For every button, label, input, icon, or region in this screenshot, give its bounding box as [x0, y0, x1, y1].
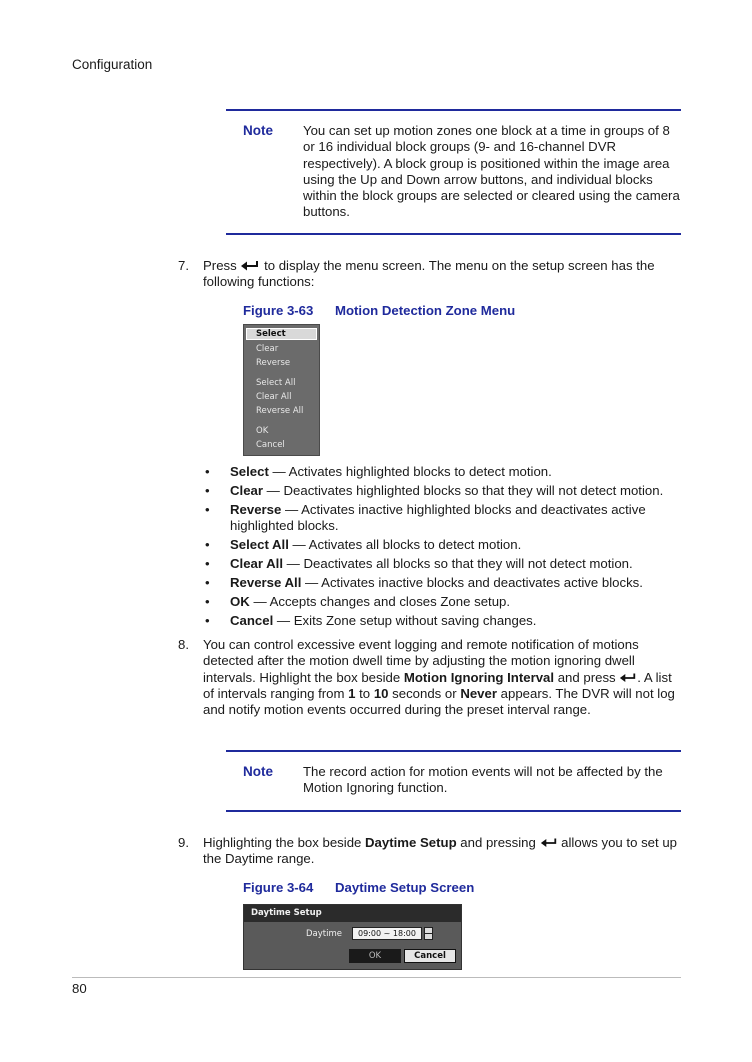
figure-number: Figure 3-63 [243, 303, 314, 318]
note-label: Note [243, 123, 273, 138]
note-bottom-rule [226, 810, 681, 812]
step-number: 7. [178, 258, 189, 273]
step-8: 8. You can control excessive event logging and remote notification of motions detected after the motion dwell time by adjusting the motion ignoring dwell intervals. Highlight the box beside Motion Ignoring Interval and press . A list of intervals ranging from 1 to 10 seconds or Never appears. The DVR will not log and notify motion events occurred during the preset interval range. [178, 637, 678, 719]
figure-title: Motion Detection Zone Menu [335, 303, 516, 318]
daytime-range-field[interactable]: 09:00 ~ 18:00 [352, 927, 422, 940]
note-line: within the block groups are selected or cleared using the camera [303, 188, 680, 204]
running-header: Configuration [72, 57, 153, 72]
daytime-setup-dialog [243, 904, 462, 970]
note-line: using the Up and Down arrow buttons, and individual blocks [303, 171, 653, 187]
step-7 [178, 258, 678, 292]
figure-title: Daytime Setup Screen [335, 880, 475, 895]
list-item: • Clear — Deactivates highlighted blocks so that they will not detect motion. [205, 483, 664, 498]
step-text: the Daytime range. [203, 851, 315, 867]
menu-item-ok[interactable]: OK [256, 426, 269, 436]
footer-rule [72, 977, 681, 978]
menu-item-clear-all[interactable]: Clear All [256, 392, 292, 402]
step-text: and notify motion events occurred during the preset interval range. [203, 702, 591, 718]
step-text: You can control excessive event logging and remote notification of motions [203, 637, 639, 652]
note-top-rule [226, 109, 681, 111]
menu-item-clear[interactable]: Clear [256, 344, 279, 354]
step-text: Press [203, 258, 237, 273]
enter-key-icon [619, 672, 637, 684]
list-item: • Select All — Activates all blocks to detect motion. [205, 537, 522, 552]
list-item: • Reverse — Activates inactive highlighted blocks and deactivates active highlighted blocks. [205, 502, 646, 534]
note-text [303, 764, 683, 797]
menu-item-reverse-all[interactable]: Reverse All [256, 406, 304, 416]
list-item: • OK — Accepts changes and closes Zone setup. [205, 594, 511, 609]
page-number: 80 [72, 981, 87, 996]
step-text: following functions: [203, 274, 315, 290]
note-line: or 16 individual block groups (9- and 16-channel DVR [303, 139, 617, 155]
dialog-title: Daytime Setup [244, 905, 461, 922]
figure-caption [243, 880, 643, 896]
function-list [205, 464, 685, 632]
spinner-arrows-icon [425, 928, 432, 939]
note-text [303, 123, 683, 221]
step-text: to display the menu screen. The menu on the setup screen has the [264, 258, 655, 273]
enter-key-icon [540, 837, 558, 849]
list-item: • Clear All — Deactivates all blocks so that they will not detect motion. [205, 556, 633, 571]
note-top-rule [226, 750, 681, 752]
daytime-spinner[interactable] [424, 927, 433, 940]
list-item: • Cancel — Exits Zone setup without saving changes. [205, 613, 537, 628]
menu-item-select-all[interactable]: Select All [256, 378, 296, 388]
note-label: Note [243, 764, 273, 779]
daytime-label: Daytime [306, 929, 342, 939]
step-number: 8. [178, 637, 189, 652]
enter-key-icon [240, 260, 260, 272]
note-line: Motion Ignoring function. [303, 780, 448, 796]
note-line: respectively). A block group is positioned within the image area [303, 155, 670, 171]
figure-caption [243, 303, 643, 319]
menu-item-reverse[interactable]: Reverse [256, 358, 291, 368]
menu-item-cancel[interactable]: Cancel [256, 440, 285, 450]
list-item: • Select — Activates highlighted blocks to detect motion. [205, 464, 552, 479]
step-9: 9. Highlighting the box beside Daytime Setup and pressing allows you to set up the Daytime range. [178, 835, 678, 869]
menu-item-select[interactable]: Select [246, 328, 317, 340]
ok-button[interactable]: OK [349, 949, 401, 963]
cancel-button[interactable]: Cancel [404, 949, 456, 963]
step-text: detected after the motion dwell time by adjusting the motion ignoring dwell [203, 653, 635, 669]
note-line: You can set up motion zones one block at a time in groups of 8 [303, 123, 670, 138]
figure-number: Figure 3-64 [243, 880, 314, 895]
list-item: • Reverse All — Activates inactive blocks and deactivates active blocks. [205, 575, 643, 590]
note-bottom-rule [226, 233, 681, 235]
step-number: 9. [178, 835, 189, 850]
motion-zone-menu [243, 324, 320, 456]
note-line: The record action for motion events will not be affected by the [303, 764, 663, 779]
note-line: buttons. [303, 204, 350, 220]
